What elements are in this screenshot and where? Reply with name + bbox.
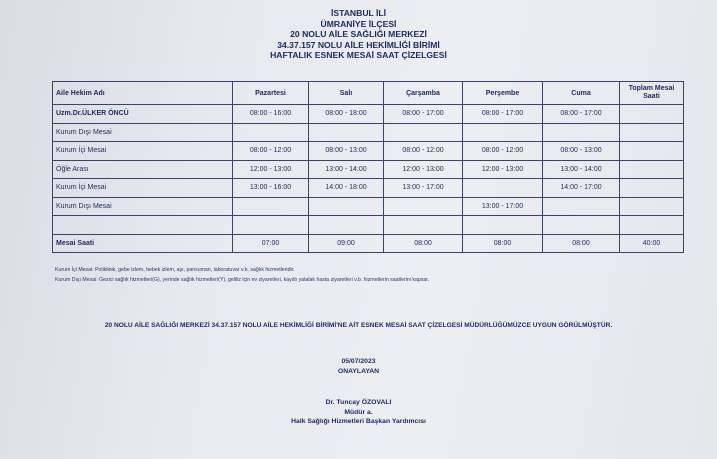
footnotes xyxy=(55,265,429,285)
table-cell xyxy=(620,142,684,161)
heading-province: İSTANBUL İLİ xyxy=(330,8,387,18)
table-row xyxy=(53,216,684,235)
column-header: Toplam Mesai Saati xyxy=(620,82,684,105)
heading-district: ÜMRANİYE İLÇESİ xyxy=(320,18,397,29)
row-label: Kurum Dışı Mesai xyxy=(53,197,233,216)
table-cell: 08:00 - 13:00 xyxy=(543,142,620,161)
footnote-internal: Kurum İçi Mesai: Poliklinik, gebe izlem, bebek izlem, aşı, pansuman, laboratuvar v.b. sağlık hizmetleridir. xyxy=(55,267,295,273)
row-label xyxy=(53,216,233,235)
table-cell: 13:00 - 14:00 xyxy=(543,160,620,179)
table-cell xyxy=(384,197,463,216)
column-header: Cuma xyxy=(543,82,620,105)
table-row xyxy=(53,105,684,124)
table-cell: 12:00 - 13:00 xyxy=(463,160,543,179)
table-cell: 08:00 - 16:00 xyxy=(233,105,309,124)
table-cell xyxy=(233,197,309,216)
table-header-row xyxy=(53,82,684,105)
heading-title: HAFTALIK ESNEK MESAİ SAAT ÇİZELGESİ xyxy=(270,50,447,61)
approval-status: ONAYLAYAN xyxy=(337,367,380,375)
signer-name: Dr. Tuncay ÖZOVALI xyxy=(325,399,392,406)
table-cell xyxy=(620,179,684,198)
heading-unit: 34.37.157 NOLU AİLE HEKİMLİĞİ BİRİMİ xyxy=(277,39,440,50)
total-cell: 07:00 xyxy=(233,234,309,253)
table-cell xyxy=(620,105,684,124)
table-cell xyxy=(620,197,684,216)
table-cell xyxy=(620,160,684,179)
column-header: Aile Hekim Adı xyxy=(53,82,233,105)
approval-block xyxy=(0,357,717,376)
table-cell xyxy=(309,197,384,216)
signer-block xyxy=(0,398,717,427)
total-cell: 40:00 xyxy=(620,234,684,253)
table-cell: 08:00 - 12:00 xyxy=(463,142,543,161)
table-cell: 13:00 - 14:00 xyxy=(309,160,384,179)
table-cell xyxy=(620,216,684,235)
table-cell: 08:00 - 17:00 xyxy=(543,105,620,124)
table-row xyxy=(53,160,684,179)
table-row xyxy=(53,142,684,161)
table-cell xyxy=(463,216,543,235)
table-total-row xyxy=(53,234,684,253)
table-cell: 08:00 - 17:00 xyxy=(384,105,463,124)
row-label: Kurum Dışı Mesai xyxy=(53,123,233,142)
table-row xyxy=(53,179,684,198)
table-cell xyxy=(233,123,309,142)
table-cell xyxy=(384,216,463,235)
table-cell xyxy=(309,216,384,235)
table-cell: 08:00 - 12:00 xyxy=(384,142,463,161)
table-cell: 08:00 - 12:00 xyxy=(233,142,309,161)
table-cell xyxy=(543,216,620,235)
total-cell: 08:00 xyxy=(463,234,543,253)
total-cell: 08:00 xyxy=(384,234,463,253)
table-cell: 13:00 - 17:00 xyxy=(463,197,543,216)
heading-center: 20 NOLU AİLE SAĞLIĞI MERKEZİ xyxy=(290,29,427,40)
footnote-external: Kurum Dışı Mesai: Gezici sağlık hizmetleri(G), yerinde sağlık hizmetleri(Y), geliliz için ev ziyaretleri, kayıtlı yatalak hasta ziyaretleri v.b. hizmetlerin saatlerini kapsar. xyxy=(55,277,430,283)
table-cell xyxy=(543,123,620,142)
table-row xyxy=(53,123,684,142)
row-label: Öğle Arası xyxy=(53,160,233,179)
column-header: Salı xyxy=(309,82,384,105)
row-label: Mesai Saati xyxy=(53,234,233,253)
table-row xyxy=(53,197,684,216)
column-header: Perşembe xyxy=(463,82,543,105)
table-cell xyxy=(233,216,309,235)
signer-role: Müdür a. xyxy=(344,408,373,416)
table-cell xyxy=(543,197,620,216)
table-cell xyxy=(620,123,684,142)
column-header: Çarşamba xyxy=(384,82,463,105)
table-cell xyxy=(384,123,463,142)
table-cell: 13:00 - 17:00 xyxy=(384,179,463,198)
table-cell: 13:00 - 16:00 xyxy=(233,179,309,198)
approval-statement: 20 NOLU AİLE SAĞLIĞI MERKEZİ 34.37.157 NOLU AİLE HEKİMLİĞİ BİRİMİ'NE AİT ESNEK MESAİ SAAT ÇİZELGESİ MÜDÜRLÜĞÜMÜZCE UYGUN GÖRÜLMÜŞTÜR. xyxy=(104,322,613,329)
table-cell xyxy=(309,123,384,142)
column-header: Pazartesi xyxy=(233,82,309,105)
table-cell xyxy=(463,123,543,142)
total-cell: 08:00 xyxy=(543,234,620,253)
row-label: Uzm.Dr.ÜLKER ÖNCÜ xyxy=(53,105,233,124)
total-cell: 09:00 xyxy=(309,234,384,253)
table-cell: 08:00 - 13:00 xyxy=(309,142,384,161)
table-cell: 08:00 - 17:00 xyxy=(463,105,543,124)
row-label: Kurum İçi Mesai xyxy=(53,179,233,198)
table-cell: 12:00 - 13:00 xyxy=(384,160,463,179)
document-heading xyxy=(0,8,717,61)
table-cell: 14:00 - 17:00 xyxy=(543,179,620,198)
approval-date: 05/07/2023 xyxy=(341,358,376,365)
table-cell: 08:00 - 18:00 xyxy=(309,105,384,124)
schedule-table xyxy=(52,81,684,253)
table-cell xyxy=(463,179,543,198)
row-label: Kurum İçi Mesai xyxy=(53,142,233,161)
signer-title: Halk Sağlığı Hizmetleri Başkan Yardımcısı xyxy=(291,418,426,425)
table-cell: 12:00 - 13:00 xyxy=(233,160,309,179)
table-cell: 14:00 - 18:00 xyxy=(309,179,384,198)
